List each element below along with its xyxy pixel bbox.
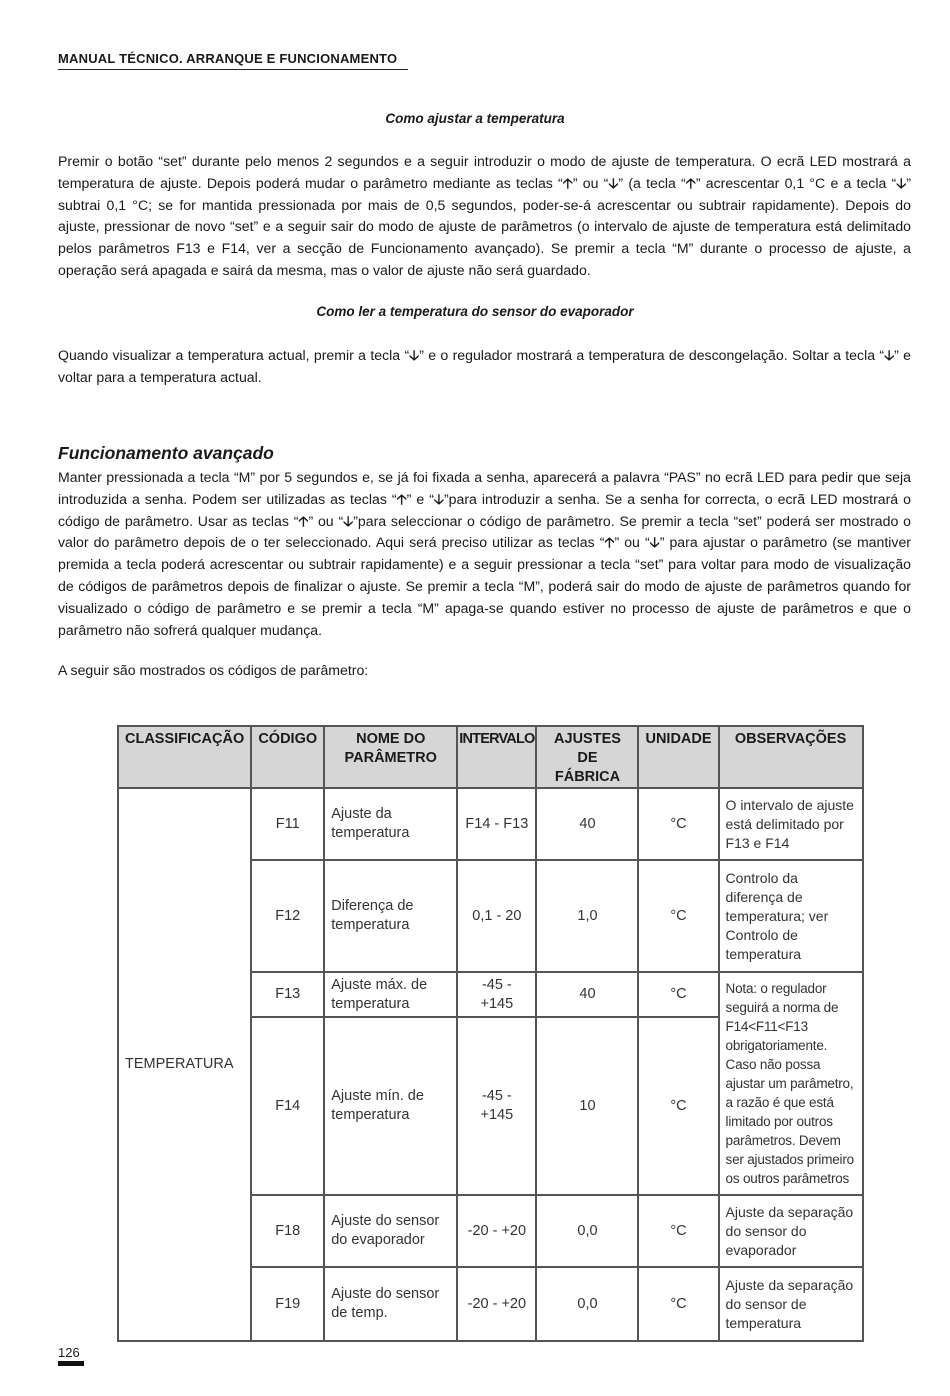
- arrow-down-icon: 🡣: [608, 174, 619, 191]
- range-cell: -20 - +20: [457, 1195, 536, 1267]
- table-row: [118, 788, 863, 860]
- default-cell: 10: [536, 1017, 638, 1195]
- code-cell: F13: [251, 972, 324, 1017]
- unit-cell: °C: [638, 1017, 718, 1195]
- section-title-advanced: Funcionamento avançado: [58, 443, 274, 463]
- unit-cell: °C: [638, 1267, 718, 1341]
- column-header-default: AJUSTES DE FÁBRICA: [536, 726, 638, 788]
- page-number: 126: [58, 1345, 84, 1366]
- unit-cell: °C: [638, 788, 718, 860]
- name-cell: Ajuste máx. de temperatura: [324, 972, 457, 1017]
- column-header-unit: UNIDADE: [638, 726, 718, 788]
- observation-cell: Ajuste da separação do sensor do evaporador: [719, 1195, 863, 1267]
- paragraph-evaporator-sensor: Quando visualizar a temperatura actual, premir a tecla “🡣” e o regulador mostrará a temperatura de descongelação. Soltar a tecla “🡣” e voltar para a temperatura actual.: [58, 347, 911, 385]
- paragraph-table-intro: A seguir são mostrados os códigos de parâmetro:: [58, 662, 369, 678]
- code-cell: F19: [251, 1267, 324, 1341]
- arrow-up-icon: 🡡: [604, 534, 615, 551]
- section-heading-temperature-adjust: Como ajustar a temperatura: [385, 111, 565, 126]
- arrow-up-icon: 🡡: [298, 512, 309, 529]
- default-cell: 1,0: [536, 860, 638, 972]
- name-cell: Ajuste da temperatura: [324, 788, 457, 860]
- name-cell: Ajuste do sensor de temp.: [324, 1267, 457, 1341]
- observation-cell: Ajuste da separação do sensor de temperatura: [719, 1267, 863, 1341]
- arrow-down-icon: 🡣: [343, 512, 354, 529]
- arrow-up-icon: 🡡: [396, 490, 407, 507]
- observation-cell: Nota: o regulador seguirá a norma de F14<F11<F13 obrigatoriamente. Caso não possa ajustar um parâmetro, a razão é que está limitado por outros parâmetros. Devem ser ajustados primeiro os outros parâmetros: [719, 972, 863, 1195]
- parameter-table: [117, 725, 864, 1342]
- column-header-observations: OBSERVAÇÕES: [719, 726, 863, 788]
- arrow-up-icon: 🡡: [685, 174, 696, 191]
- name-cell: Ajuste mín. de temperatura: [324, 1017, 457, 1195]
- arrow-down-icon: 🡣: [884, 347, 895, 363]
- default-cell: 0,0: [536, 1195, 638, 1267]
- code-cell: F18: [251, 1195, 324, 1267]
- paragraph-advanced: Manter pressionada a tecla “M” por 5 segundos e, se já foi fixada a senha, aparecerá a palavra “PAS” no ecrã LED para pedir que seja introduzida a senha. Podem ser utilizadas as teclas “🡡” e “🡣”para introduzir a senha. Se a senha for correcta, o ecrã LED mostrará o código de parâmetro. Usar as teclas “🡡” ou “🡣”para seleccionar o código de parâmetro. Se premir a tecla “set” poderá ser mostrado o valor do parâmetro depois de o ter seleccionado. Aqui será preciso utilizar as teclas “🡡” ou “🡣” para ajustar o parâmetro (se mantiver premida a tecla poderá acrescentar ou subtrair rapidamente) e a seguir pressionar a tecla “set” para voltar para modo de visualização de códigos de parâmetros depois de finalizar o ajuste. Se premir a tecla “M”, poderá sair do modo de ajuste de parâmetros quando for visualizado o código de parâmetro e se premir a tecla “M” apaga-se quando estiver no processo de ajuste de parâmetros e que o parâmetro não sofrerá qualquer mudança.: [58, 469, 911, 638]
- observation-cell: Controlo da diferença de temperatura; ver Controlo de temperatura: [719, 860, 863, 972]
- code-cell: F14: [251, 1017, 324, 1195]
- column-header-code: CÓDIGO: [251, 726, 324, 788]
- arrow-up-icon: 🡡: [562, 174, 573, 191]
- range-cell: -20 - +20: [457, 1267, 536, 1341]
- default-cell: 40: [536, 972, 638, 1017]
- unit-cell: °C: [638, 860, 718, 972]
- range-cell: -45 - +145: [457, 1017, 536, 1195]
- name-cell: Diferença de temperatura: [324, 860, 457, 972]
- code-cell: F11: [251, 788, 324, 860]
- arrow-down-icon: 🡣: [409, 347, 420, 363]
- classification-cell: TEMPERATURA: [118, 788, 251, 1341]
- range-cell: 0,1 - 20: [457, 860, 536, 972]
- code-cell: F12: [251, 860, 324, 972]
- column-header-range: INTERVALO: [457, 726, 536, 788]
- name-cell: Ajuste do sensor do evaporador: [324, 1195, 457, 1267]
- column-header-name: NOME DO PARÂMETRO: [324, 726, 457, 788]
- default-cell: 0,0: [536, 1267, 638, 1341]
- page-header: MANUAL TÉCNICO. ARRANQUE E FUNCIONAMENTO: [58, 51, 408, 70]
- paragraph-temperature-adjust: Premir o botão “set” durante pelo menos 2 segundos e a seguir introduzir o modo de ajuste de temperatura. O ecrã LED mostrará a temperatura de ajuste. Depois poderá mudar o parâmetro mediante as teclas “🡡” ou “🡣” (a tecla “🡡” acrescentar 0,1 °C e a tecla “🡣” subtrai 0,1 °C; se for mantida pressionada por mais de 0,5 segundos, poder-se-á acrescentar ou subtrair rapidamente). Depois do ajuste, pressionar de novo “set” e a seguir sair do modo de ajuste de parâmetros (o intervalo de ajuste de temperatura está delimitado pelos parâmetros F13 e F14, ver a secção de Funcionamento avançado). Se premir a tecla “M” durante o processo de ajuste, a operação será apagada e sairá da mesma, mas o valor de ajuste não será guardado.: [58, 153, 912, 278]
- arrow-down-icon: 🡣: [649, 534, 660, 551]
- arrow-down-icon: 🡣: [896, 174, 907, 191]
- observation-cell: O intervalo de ajuste está delimitado por F13 e F14: [719, 788, 863, 860]
- unit-cell: °C: [638, 1195, 718, 1267]
- column-header-classification: CLASSIFICAÇÃO: [118, 726, 251, 788]
- default-cell: 40: [536, 788, 638, 860]
- arrow-down-icon: 🡣: [433, 490, 444, 507]
- table-header-row: [118, 726, 863, 788]
- range-cell: F14 - F13: [457, 788, 536, 860]
- unit-cell: °C: [638, 972, 718, 1017]
- section-heading-evaporator-sensor: Como ler a temperatura do sensor do evaporador: [316, 304, 634, 319]
- range-cell: -45 - +145: [457, 972, 536, 1017]
